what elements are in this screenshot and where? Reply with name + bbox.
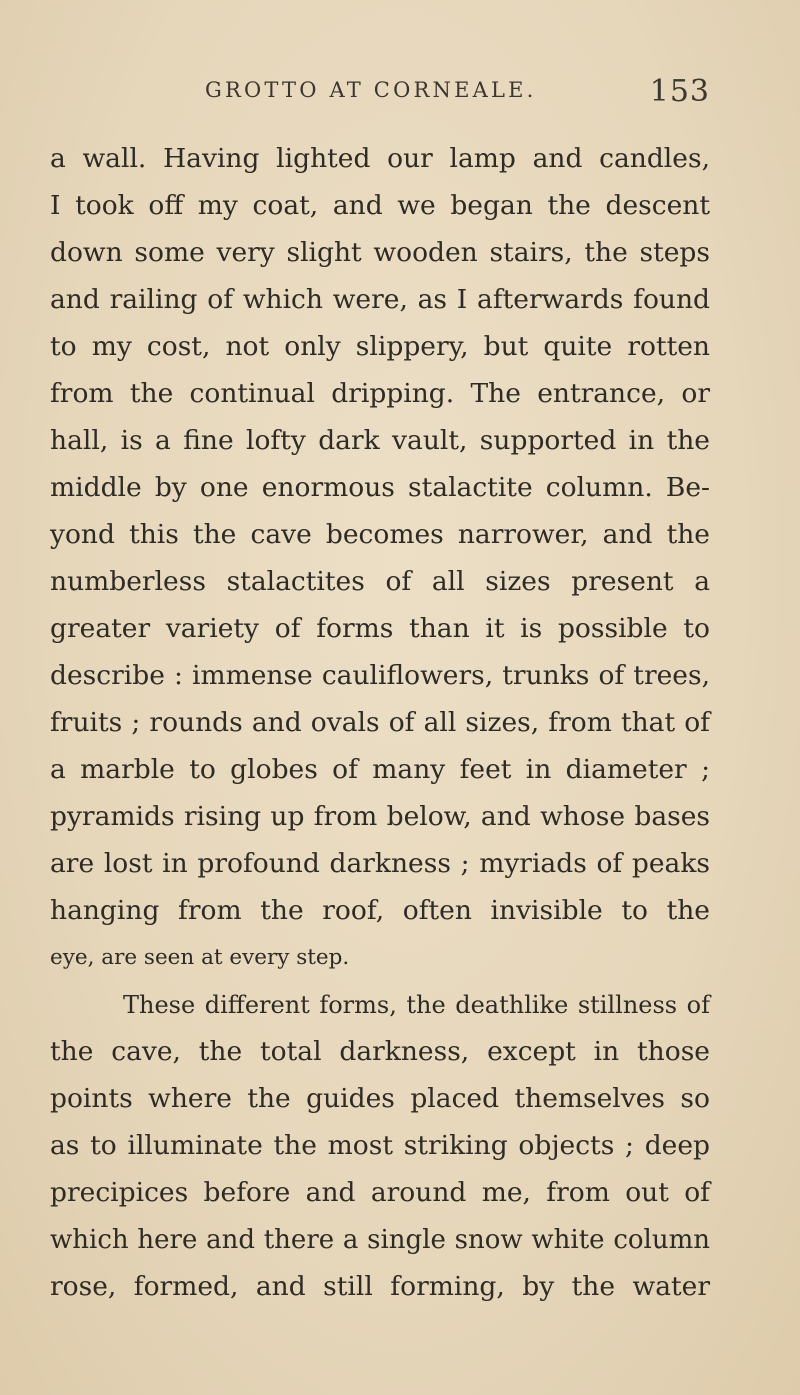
text-line: I took off my coat, and we began the descent (50, 190, 710, 221)
text-line: hanging from the roof, often invisible to the (50, 895, 710, 926)
text-line: as to illuminate the most striking objects ; deep (50, 1130, 710, 1161)
running-head (205, 74, 710, 114)
text-line: from the continual dripping. The entrance, or (50, 378, 710, 409)
text-line: hall, is a fine lofty dark vault, supported in the (50, 425, 710, 456)
text-line: which here and there a single snow white column (50, 1225, 710, 1255)
text-line: fruits ; rounds and ovals of all sizes, from that of (50, 707, 710, 738)
text-line: eye, are seen at every step. (50, 945, 350, 970)
text-line: rose, formed, and still forming, by the water (50, 1271, 710, 1302)
running-title: GROTTO AT CORNEALE. (205, 78, 537, 102)
text-line: are lost in profound darkness ; myriads of peaks (50, 848, 710, 879)
text-line: points where the guides placed themselves so (50, 1083, 710, 1114)
text-line: precipices before and around me, from out of (50, 1177, 710, 1208)
page-number: 153 (649, 74, 710, 109)
text-line: to my cost, not only slippery, but quite rotten (50, 331, 710, 362)
text-line: a marble to globes of many feet in diameter ; (50, 754, 710, 785)
text-line: down some very slight wooden stairs, the steps (50, 237, 710, 268)
text-line: These different forms, the deathlike stillness of (123, 991, 710, 1019)
text-line: greater variety of forms than it is possible to (50, 613, 710, 644)
text-line: numberless stalactites of all sizes present a (50, 566, 710, 597)
text-line: yond this the cave becomes narrower, and the (50, 519, 710, 550)
text-line: pyramids rising up from below, and whose bases (50, 801, 710, 832)
text-line: middle by one enormous stalactite column. Be- (50, 472, 710, 503)
text-line: describe : immense cauliflowers, trunks of trees, (50, 660, 710, 691)
text-line: and railing of which were, as I afterwards found (50, 284, 710, 315)
text-line: the cave, the total darkness, except in those (50, 1036, 710, 1067)
text-line: a wall. Having lighted our lamp and candles, (50, 143, 710, 174)
